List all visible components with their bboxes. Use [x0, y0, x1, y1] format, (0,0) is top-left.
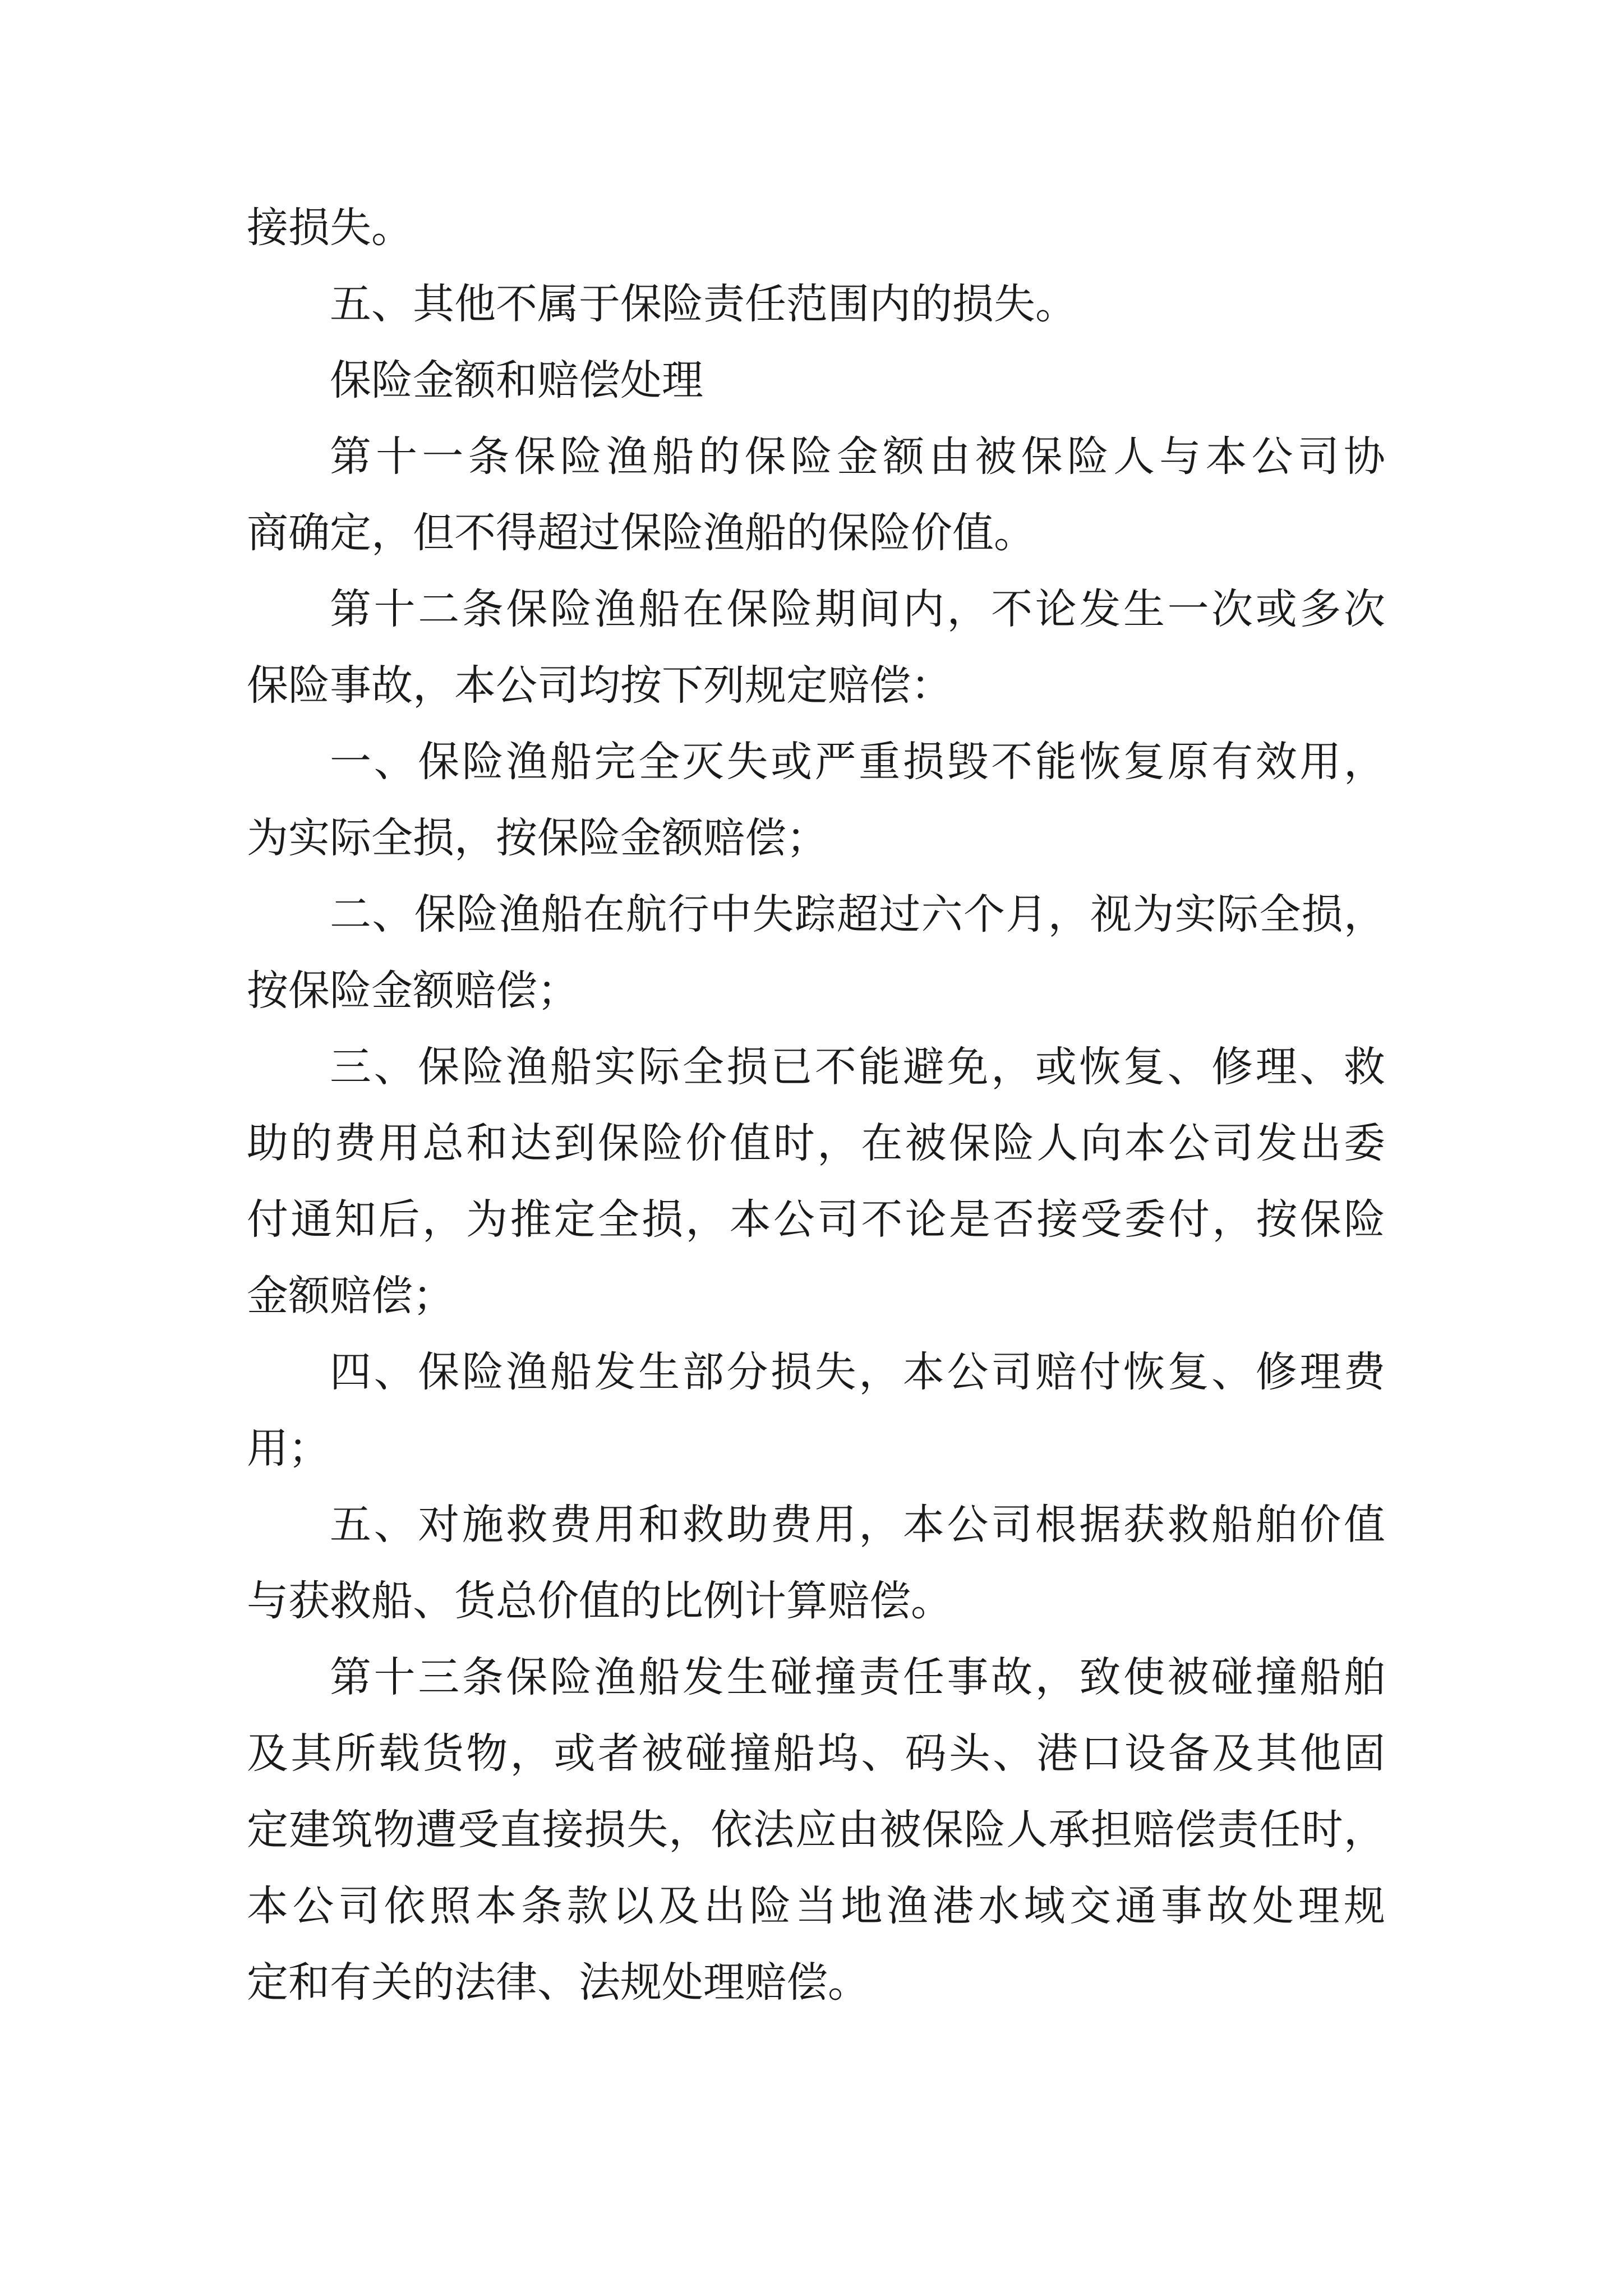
text-line: 助的费用总和达到保险价值时，在被保险人向本公司发出委	[247, 1119, 1385, 1167]
text-line: 五、其他不属于保险责任范围内的损失。	[330, 280, 1077, 328]
text-line: 本公司依照本条款以及出险当地渔港水域交通事故处理规	[247, 1882, 1385, 1930]
text-line: 第十一条保险渔船的保险金额由被保险人与本公司协	[330, 432, 1385, 481]
document-body	[247, 190, 1385, 2021]
text-line: 一、保险渔船完全灭失或严重损毁不能恢复原有效用，	[330, 738, 1385, 786]
text-line: 五、对施救费用和救助费用，本公司根据获救船舶价值	[330, 1501, 1385, 1549]
text-line: 四、保险渔船发生部分损失，本公司赔付恢复、修理费	[330, 1348, 1385, 1396]
text-line: 第十三条保险渔船发生碰撞责任事故，致使被碰撞船舶	[330, 1653, 1385, 1701]
text-line: 与获救船、货总价值的比例计算赔偿。	[247, 1577, 952, 1625]
text-line: 接损失。	[247, 204, 413, 252]
text-line: 定建筑物遭受直接损失，依法应由被保险人承担赔偿责任时，	[247, 1806, 1385, 1854]
text-line: 第十二条保险渔船在保险期间内，不论发生一次或多次	[330, 585, 1385, 633]
text-line: 三、保险渔船实际全损已不能避免，或恢复、修理、救	[330, 1043, 1385, 1091]
text-line: 为实际全损，按保险金额赔偿；	[247, 814, 828, 862]
section-heading: 保险金额和赔偿处理	[330, 356, 703, 404]
text-line: 商确定，但不得超过保险渔船的保险价值。	[247, 509, 1035, 557]
text-line: 二、保险渔船在航行中失踪超过六个月，视为实际全损，	[330, 890, 1385, 938]
text-line: 用；	[247, 1424, 330, 1473]
text-line: 定和有关的法律、法规处理赔偿。	[247, 1958, 869, 2007]
text-line: 金额赔偿；	[247, 1272, 454, 1320]
text-line: 及其所载货物，或者被碰撞船坞、码头、港口设备及其他固	[247, 1729, 1385, 1778]
text-line: 保险事故，本公司均按下列规定赔偿：	[247, 661, 952, 710]
text-line: 付通知后，为推定全损，本公司不论是否接受委付，按保险	[247, 1195, 1385, 1244]
text-line: 按保险金额赔偿；	[247, 967, 579, 1015]
